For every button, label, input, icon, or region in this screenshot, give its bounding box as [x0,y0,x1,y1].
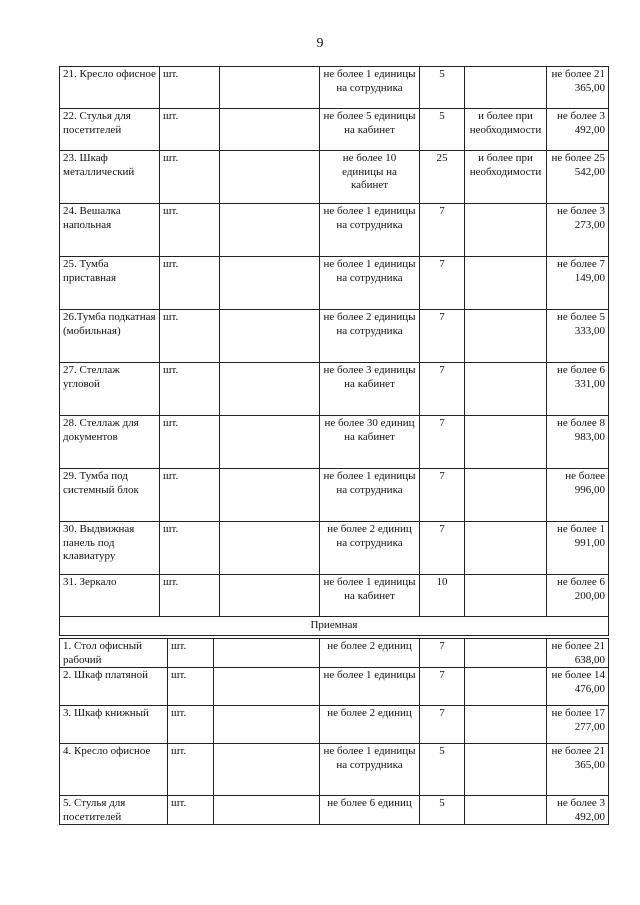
item-name-cell: 23. Шкаф металлический [60,151,160,204]
norm-cell: не более 1 единицы на кабинет [320,575,420,617]
norm-cell: не более 5 единицы на кабинет [320,109,420,151]
note-cell [465,706,547,744]
item-name-cell: 26.Тумба подкатная (мобильная) [60,310,160,363]
price-cell: не более 3 273,00 [547,204,609,257]
table-row [60,668,609,706]
price-cell: не более 21 365,00 [547,744,609,796]
price-cell: не более 21 365,00 [547,67,609,109]
blank-cell [220,204,320,257]
item-name-cell: 21. Кресло офисное [60,67,160,109]
service-years-cell: 7 [420,416,465,469]
blank-cell [220,363,320,416]
price-cell: не более 1 991,00 [547,522,609,575]
item-name-cell: 27. Стеллаж угловой [60,363,160,416]
table-row [60,469,609,522]
table-row [60,575,609,617]
service-years-cell: 7 [420,668,465,706]
blank-cell [220,522,320,575]
table-row [60,706,609,744]
blank-cell [220,310,320,363]
item-name-cell: 30. Выдвижная панель под клавиатуру [60,522,160,575]
table-row [60,744,609,796]
norm-cell: не более 1 единицы на сотрудника [320,204,420,257]
note-cell [465,668,547,706]
unit-cell: шт. [168,668,214,706]
note-cell: и более при необходимости [465,151,547,204]
unit-cell: шт. [168,796,214,825]
item-name-cell: 25. Тумба приставная [60,257,160,310]
note-cell [465,67,547,109]
table-row [60,67,609,109]
unit-cell: шт. [168,744,214,796]
service-years-cell: 7 [420,257,465,310]
price-cell: не более 21 638,00 [547,639,609,668]
note-cell [465,796,547,825]
unit-cell: шт. [160,416,220,469]
note-cell: и более при необходимости [465,109,547,151]
price-cell: не более 8 983,00 [547,416,609,469]
blank-cell [214,639,320,668]
blank-cell [214,744,320,796]
note-cell [465,639,547,668]
note-cell [465,416,547,469]
service-years-cell: 5 [420,67,465,109]
blank-cell [214,706,320,744]
furniture-table-reception [59,638,609,825]
service-years-cell: 7 [420,310,465,363]
service-years-cell: 10 [420,575,465,617]
price-cell: не более 5 333,00 [547,310,609,363]
service-years-cell: 5 [420,744,465,796]
price-cell: не более 14 476,00 [547,668,609,706]
item-name-cell: 31. Зеркало [60,575,160,617]
blank-cell [220,151,320,204]
blank-cell [220,67,320,109]
section-header-row [60,617,609,636]
norm-cell: не более 1 единицы на сотрудника [320,744,420,796]
table-row [60,363,609,416]
price-cell: не более 6 331,00 [547,363,609,416]
item-name-cell: 22. Стулья для посетителей [60,109,160,151]
note-cell [465,310,547,363]
unit-cell: шт. [160,469,220,522]
item-name-cell: 29. Тумба под системный блок [60,469,160,522]
item-name-cell: 4. Кресло офисное [60,744,168,796]
unit-cell: шт. [160,363,220,416]
service-years-cell: 5 [420,796,465,825]
unit-cell: шт. [160,67,220,109]
price-cell: не более 3 492,00 [547,109,609,151]
note-cell [465,522,547,575]
norm-cell: не более 1 единицы на сотрудника [320,67,420,109]
norm-cell: не более 2 единицы на сотрудника [320,310,420,363]
norm-cell: не более 1 единицы на сотрудника [320,257,420,310]
table-row [60,639,609,668]
norm-cell: не более 6 единиц [320,796,420,825]
table-row [60,257,609,310]
blank-cell [220,109,320,151]
blank-cell [220,257,320,310]
price-cell: не более 996,00 [547,469,609,522]
table-row [60,310,609,363]
unit-cell: шт. [160,257,220,310]
norm-cell: не более 1 единицы на сотрудника [320,469,420,522]
page-number: 9 [316,36,324,51]
table-row [60,109,609,151]
blank-cell [220,416,320,469]
note-cell [465,575,547,617]
item-name-cell: 5. Стулья для посетителей [60,796,168,825]
note-cell [465,469,547,522]
table-row [60,151,609,204]
price-cell: не более 3 492,00 [547,796,609,825]
blank-cell [220,575,320,617]
norm-cell: не более 2 единиц [320,706,420,744]
item-name-cell: 2. Шкаф платяной [60,668,168,706]
service-years-cell: 5 [420,109,465,151]
blank-cell [214,796,320,825]
price-cell: не более 25 542,00 [547,151,609,204]
service-years-cell: 7 [420,706,465,744]
item-name-cell: 1. Стол офисный рабочий [60,639,168,668]
unit-cell: шт. [168,639,214,668]
norm-cell: не более 2 единиц [320,639,420,668]
service-years-cell: 7 [420,522,465,575]
norm-cell: не более 1 единицы [320,668,420,706]
section-title: Приемная [60,617,609,636]
norm-cell: не более 30 единиц на кабинет [320,416,420,469]
note-cell [465,363,547,416]
norm-cell: не более 3 единицы на кабинет [320,363,420,416]
unit-cell: шт. [160,109,220,151]
service-years-cell: 7 [420,639,465,668]
service-years-cell: 7 [420,363,465,416]
table-row [60,522,609,575]
service-years-cell: 25 [420,151,465,204]
service-years-cell: 7 [420,204,465,257]
blank-cell [214,668,320,706]
unit-cell: шт. [160,204,220,257]
unit-cell: шт. [160,575,220,617]
table-row [60,416,609,469]
furniture-table-main [59,66,609,636]
price-cell: не более 6 200,00 [547,575,609,617]
unit-cell: шт. [160,522,220,575]
table-row [60,796,609,825]
note-cell [465,257,547,310]
unit-cell: шт. [160,151,220,204]
item-name-cell: 24. Вешалка напольная [60,204,160,257]
note-cell [465,744,547,796]
blank-cell [220,469,320,522]
item-name-cell: 3. Шкаф книжный [60,706,168,744]
service-years-cell: 7 [420,469,465,522]
norm-cell: не более 10 единицы на кабинет [320,151,420,204]
price-cell: не более 17 277,00 [547,706,609,744]
table-row [60,204,609,257]
price-cell: не более 7 149,00 [547,257,609,310]
item-name-cell: 28. Стеллаж для документов [60,416,160,469]
unit-cell: шт. [168,706,214,744]
norm-cell: не более 2 единиц на сотрудника [320,522,420,575]
note-cell [465,204,547,257]
unit-cell: шт. [160,310,220,363]
